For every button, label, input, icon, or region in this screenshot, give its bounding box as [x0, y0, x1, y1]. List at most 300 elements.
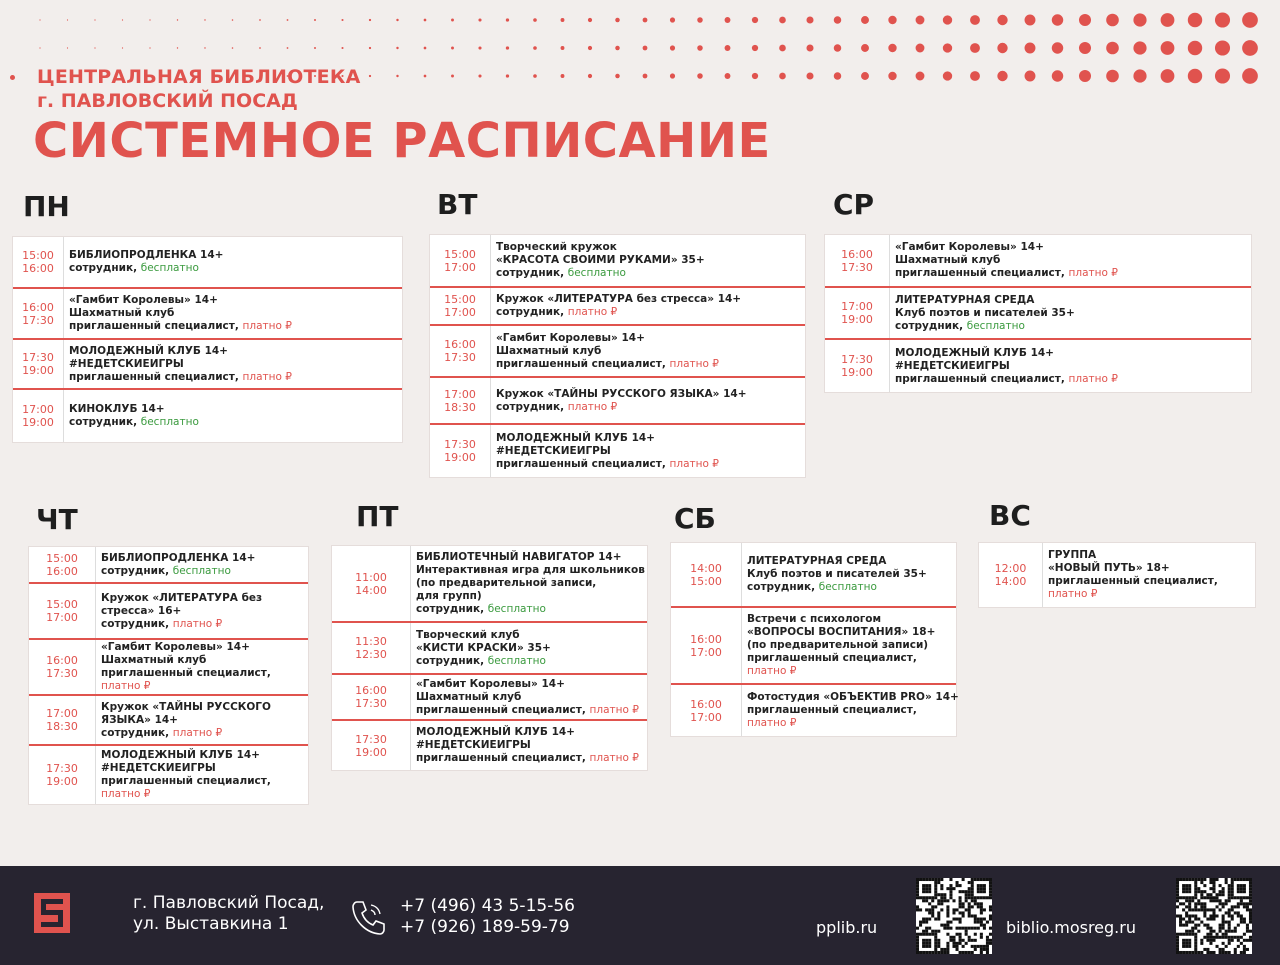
decor-dot [396, 47, 398, 49]
event-row [13, 237, 402, 289]
event-row [332, 721, 647, 770]
qr-module [974, 918, 977, 921]
qr-module [928, 884, 931, 887]
qr-module [1249, 911, 1252, 914]
qr-module [983, 924, 986, 927]
event-line: БИБЛИОПРОДЛЕНКА 14+ [69, 249, 224, 261]
decor-dot [806, 72, 813, 79]
qr-module [952, 936, 955, 939]
qr-module [1249, 878, 1252, 881]
qr-module [1191, 930, 1194, 933]
event-host: приглашенный специалист, [895, 372, 1065, 385]
event-line: БИБЛИОПРОДЛЕНКА 14+ [101, 551, 256, 564]
event-host-price [69, 262, 397, 275]
qr-module [916, 936, 919, 939]
qr-module [922, 930, 925, 933]
qr-module [916, 933, 919, 936]
qr-module [925, 908, 928, 911]
event-time [671, 543, 742, 606]
qr-module [1194, 924, 1197, 927]
qr-module [956, 884, 959, 887]
qr-module [1176, 893, 1179, 896]
event-line: Кружок «ТАЙНЫ РУССКОГО [101, 700, 271, 713]
event-host-price [496, 358, 800, 371]
qr-module [946, 908, 949, 911]
qr-module [946, 927, 949, 930]
qr-module [1188, 887, 1191, 890]
qr-module [1200, 908, 1203, 911]
event-row [13, 390, 402, 442]
event-line: #НЕДЕТСКИЕИГРЫ [895, 359, 1010, 372]
qr-module [1197, 887, 1200, 890]
qr-module [1191, 951, 1194, 954]
time-end: 15:00 [690, 574, 722, 588]
qr-module [1194, 905, 1197, 908]
bullet-dot [10, 75, 15, 80]
qr-module [1234, 911, 1237, 914]
qr-module [1203, 878, 1206, 881]
event-row [13, 340, 402, 390]
qr-module [925, 927, 928, 930]
qr-module [977, 884, 980, 887]
qr-module [1182, 890, 1185, 893]
event-description [491, 425, 805, 477]
qr-module [1188, 890, 1191, 893]
event-time [979, 543, 1043, 607]
qr-module [980, 924, 983, 927]
event-time [29, 547, 96, 582]
qr-module [1206, 936, 1209, 939]
qr-module [1182, 896, 1185, 899]
qr-module [1219, 899, 1222, 902]
qr-module [928, 939, 931, 942]
qr-module [1206, 927, 1209, 930]
qr-module [968, 908, 971, 911]
qr-module [916, 951, 919, 954]
qr-module [1222, 902, 1225, 905]
qr-module [943, 948, 946, 951]
qr-module [925, 884, 928, 887]
qr-module [1176, 896, 1179, 899]
qr-module [1216, 899, 1219, 902]
qr-module [1237, 939, 1240, 942]
qr-module [989, 893, 992, 896]
qr-module [1231, 914, 1234, 917]
qr-module [1188, 878, 1191, 881]
event-host: сотрудник, [895, 319, 964, 332]
decor-dot [533, 46, 537, 50]
qr-module [1188, 942, 1191, 945]
qr-module [1176, 939, 1179, 942]
decor-dot [1188, 13, 1202, 27]
decor-dot [1025, 43, 1036, 54]
event-line: «ВОПРОСЫ ВОСПИТАНИЯ» 18+ [747, 626, 936, 638]
qr-module [916, 881, 919, 884]
qr-module [1203, 914, 1206, 917]
time-end: 16:00 [22, 262, 54, 275]
qr-module [1228, 911, 1231, 914]
qr-module [980, 945, 983, 948]
decor-dot [1188, 41, 1202, 55]
qr-module [943, 951, 946, 954]
time-end: 19:00 [22, 416, 54, 429]
qr-module [1203, 884, 1206, 887]
qr-module [989, 927, 992, 930]
qr-module [962, 890, 965, 893]
event-row [29, 584, 308, 640]
time-end: 17:30 [841, 260, 873, 274]
decor-dot [94, 47, 95, 48]
event-description [64, 237, 402, 287]
event-host: сотрудник, [69, 416, 138, 428]
qr-module [971, 914, 974, 917]
qr-module [1240, 884, 1243, 887]
event-line: Шахматный клуб [416, 690, 522, 703]
qr-module [977, 896, 980, 899]
event-time [332, 623, 411, 673]
site-link-biblio[interactable]: biblio.mosreg.ru [1006, 918, 1136, 937]
qr-module [949, 939, 952, 942]
qr-module [928, 933, 931, 936]
qr-code-biblio[interactable] [1176, 878, 1252, 954]
qr-module [940, 899, 943, 902]
qr-module [1231, 893, 1234, 896]
qr-module [1209, 914, 1212, 917]
qr-module [1200, 902, 1203, 905]
decor-dot [916, 16, 925, 25]
qr-module [1246, 908, 1249, 911]
qr-module [1185, 878, 1188, 881]
address [133, 893, 324, 935]
qr-module [934, 887, 937, 890]
qr-module [1185, 899, 1188, 902]
qr-module [1179, 951, 1182, 954]
qr-module [1206, 918, 1209, 921]
event-line: «Гамбит Королевы» 14+ [416, 677, 565, 690]
qr-module [1225, 951, 1228, 954]
qr-module [1197, 924, 1200, 927]
decor-dot [287, 19, 289, 21]
decor-dot [670, 17, 675, 22]
qr-module [1225, 902, 1228, 905]
qr-module [965, 908, 968, 911]
decor-dot [369, 75, 371, 77]
event-time [29, 696, 96, 744]
qr-module [1209, 930, 1212, 933]
decor-dot [752, 73, 758, 79]
event-time [825, 235, 890, 286]
event-line: Клуб поэтов и писателей 35+ [747, 568, 927, 580]
decor-dot [232, 47, 234, 49]
qr-module [934, 918, 937, 921]
event-host-price [416, 752, 642, 765]
qr-module [974, 902, 977, 905]
event-host: сотрудник, [69, 262, 138, 274]
event-host-price [496, 267, 800, 280]
decor-dot [39, 47, 40, 48]
qr-module [1216, 936, 1219, 939]
event-host: сотрудник, [496, 267, 565, 279]
qr-module [980, 890, 983, 893]
decor-dot [1188, 69, 1202, 83]
qr-module [1206, 951, 1209, 954]
price-paid: платно ₽ [747, 665, 797, 677]
qr-module [1182, 908, 1185, 911]
time-end: 17:00 [444, 260, 476, 274]
qr-module [952, 939, 955, 942]
time-end: 19:00 [22, 364, 54, 377]
event-row [13, 289, 402, 340]
event-description [491, 288, 805, 324]
decor-dot [396, 19, 398, 21]
day-schedule-card [12, 236, 403, 443]
qr-module [952, 908, 955, 911]
decor-dot [970, 43, 980, 53]
decor-dot [424, 75, 427, 78]
qr-module [1228, 936, 1231, 939]
qr-module [1185, 887, 1188, 890]
qr-module [1234, 927, 1237, 930]
qr-module [949, 896, 952, 899]
qr-module [1185, 896, 1188, 899]
time-start: 16:00 [444, 338, 476, 351]
time-start: 11:30 [355, 635, 387, 648]
decor-dot [588, 74, 592, 78]
qr-module [943, 896, 946, 899]
qr-module [1222, 921, 1225, 924]
decor-dot [369, 19, 371, 21]
event-line: «КРАСОТА СВОИМИ РУКАМИ» 35+ [496, 254, 705, 266]
event-host-price [101, 680, 303, 693]
qr-module [916, 878, 919, 881]
qr-module [956, 918, 959, 921]
qr-module [1209, 951, 1212, 954]
qr-module [1219, 927, 1222, 930]
qr-module [1194, 948, 1197, 951]
qr-module [959, 951, 962, 954]
qr-module [1240, 878, 1243, 881]
qr-module [1234, 905, 1237, 908]
qr-module [1228, 908, 1231, 911]
qr-module [1194, 881, 1197, 884]
qr-module [1194, 890, 1197, 893]
time-start: 15:00 [22, 249, 54, 262]
decor-dot [997, 15, 1007, 25]
qr-module [1240, 942, 1243, 945]
qr-module [931, 933, 934, 936]
qr-module [946, 933, 949, 936]
qr-module [1240, 899, 1243, 902]
qr-module [925, 942, 928, 945]
phone-number[interactable]: +7 (926) 189-59-79 [400, 917, 570, 937]
qr-module [971, 893, 974, 896]
qr-module [1209, 887, 1212, 890]
qr-module [956, 927, 959, 930]
event-row [430, 425, 805, 477]
qr-module [922, 942, 925, 945]
qr-module [1197, 918, 1200, 921]
qr-module [977, 902, 980, 905]
qr-module [943, 899, 946, 902]
qr-module [1219, 951, 1222, 954]
time-start: 14:00 [690, 561, 722, 575]
decor-dot [725, 45, 731, 51]
qr-module [980, 918, 983, 921]
event-host: сотрудник, [101, 564, 170, 577]
time-end: 19:00 [841, 366, 873, 379]
qr-module [1191, 933, 1194, 936]
qr-module [1212, 939, 1215, 942]
qr-module [1185, 921, 1188, 924]
event-line: Фотостудия «ОБЪЕКТИВ PRO» 14+ [747, 691, 959, 703]
qr-module [1231, 939, 1234, 942]
decor-dot [1215, 12, 1230, 27]
price-paid: платно ₽ [747, 717, 797, 729]
decor-dot [888, 72, 896, 80]
qr-module [1200, 939, 1203, 942]
qr-module [1237, 896, 1240, 899]
qr-module [937, 951, 940, 954]
decor-dot [861, 16, 869, 24]
event-line: ЛИТЕРАТУРНАЯ СРЕДА [895, 293, 1035, 306]
event-description [491, 235, 805, 286]
qr-module [980, 878, 983, 881]
qr-module [925, 939, 928, 942]
qr-module [937, 878, 940, 881]
event-line: МОЛОДЕЖНЫЙ КЛУБ 14+ [496, 431, 655, 444]
qr-module [1194, 942, 1197, 945]
decor-dot [478, 74, 481, 77]
qr-module [968, 914, 971, 917]
library-city: г. ПАВЛОВСКИЙ ПОСАД [37, 90, 298, 112]
qr-module [974, 939, 977, 942]
decor-dot [314, 19, 316, 21]
qr-module [968, 887, 971, 890]
qr-code-pplib[interactable] [916, 878, 992, 954]
event-description [96, 696, 308, 744]
qr-module [922, 933, 925, 936]
qr-module [1212, 914, 1215, 917]
time-end: 16:00 [46, 564, 78, 578]
qr-module [928, 890, 931, 893]
event-line: КИНОКЛУБ 14+ [69, 403, 165, 415]
qr-module [1176, 899, 1179, 902]
event-line: Творческий клуб [416, 628, 520, 641]
qr-module [1237, 905, 1240, 908]
qr-module [1249, 896, 1252, 899]
event-description [411, 546, 650, 621]
qr-module [1222, 918, 1225, 921]
price-free: бесплатно [487, 603, 546, 615]
qr-module [965, 930, 968, 933]
time-end: 17:30 [444, 351, 476, 364]
qr-module [968, 911, 971, 914]
qr-module [1212, 951, 1215, 954]
time-start: 17:30 [841, 353, 873, 366]
price-paid: платно ₽ [1068, 372, 1118, 385]
qr-module [965, 933, 968, 936]
time-start: 17:30 [46, 762, 78, 775]
qr-module [1182, 878, 1185, 881]
qr-module [1212, 930, 1215, 933]
qr-module [1237, 945, 1240, 948]
qr-module [983, 948, 986, 951]
qr-module [934, 878, 937, 881]
qr-module [1231, 884, 1234, 887]
qr-module [1185, 945, 1188, 948]
qr-module [949, 927, 952, 930]
event-host: приглашенный специалист, [69, 370, 239, 383]
qr-module [1176, 948, 1179, 951]
event-host: приглашенный специалист, [496, 357, 666, 370]
event-line: приглашенный специалист, [101, 667, 271, 679]
qr-module [1185, 911, 1188, 914]
decor-dot [588, 46, 592, 50]
qr-module [977, 927, 980, 930]
qr-module [1249, 921, 1252, 924]
site-link-pplib[interactable]: pplib.ru [816, 918, 878, 937]
qr-module [986, 942, 989, 945]
qr-module [971, 951, 974, 954]
qr-module [946, 887, 949, 890]
qr-module [916, 948, 919, 951]
qr-module [916, 945, 919, 948]
qr-module [1225, 881, 1228, 884]
decor-dot [1242, 12, 1258, 28]
event-host: сотрудник, [496, 400, 565, 413]
decor-dot [1079, 42, 1091, 54]
event-description [64, 289, 402, 338]
price-free: бесплатно [966, 319, 1025, 332]
qr-module [1222, 887, 1225, 890]
qr-module [937, 918, 940, 921]
qr-module [931, 896, 934, 899]
qr-module [1179, 921, 1182, 924]
qr-module [965, 942, 968, 945]
decor-dot [725, 17, 731, 23]
qr-module [956, 933, 959, 936]
decor-dot [943, 15, 952, 24]
event-time [332, 546, 411, 621]
qr-module [974, 945, 977, 948]
qr-module [1188, 951, 1191, 954]
event-line: приглашенный специалист, [747, 652, 917, 664]
event-line: (по предварительной записи, [416, 577, 597, 589]
qr-module [919, 878, 922, 881]
qr-module [1249, 930, 1252, 933]
qr-module [934, 905, 937, 908]
qr-module [919, 951, 922, 954]
qr-module [1194, 914, 1197, 917]
event-description [890, 288, 1251, 338]
qr-module [1212, 936, 1215, 939]
day-heading: ВТ [437, 188, 478, 221]
qr-module [1185, 930, 1188, 933]
event-time [825, 288, 890, 338]
qr-module [989, 896, 992, 899]
qr-module [916, 908, 919, 911]
qr-module [1200, 905, 1203, 908]
qr-module [989, 939, 992, 942]
qr-module [1237, 914, 1240, 917]
price-free: бесплатно [140, 416, 199, 428]
event-time [671, 685, 742, 736]
time-end: 17:00 [444, 306, 476, 319]
qr-module [922, 921, 925, 924]
qr-module [940, 887, 943, 890]
phone-number[interactable]: +7 (496) 43 5-15-56 [400, 896, 575, 916]
qr-module [952, 887, 955, 890]
